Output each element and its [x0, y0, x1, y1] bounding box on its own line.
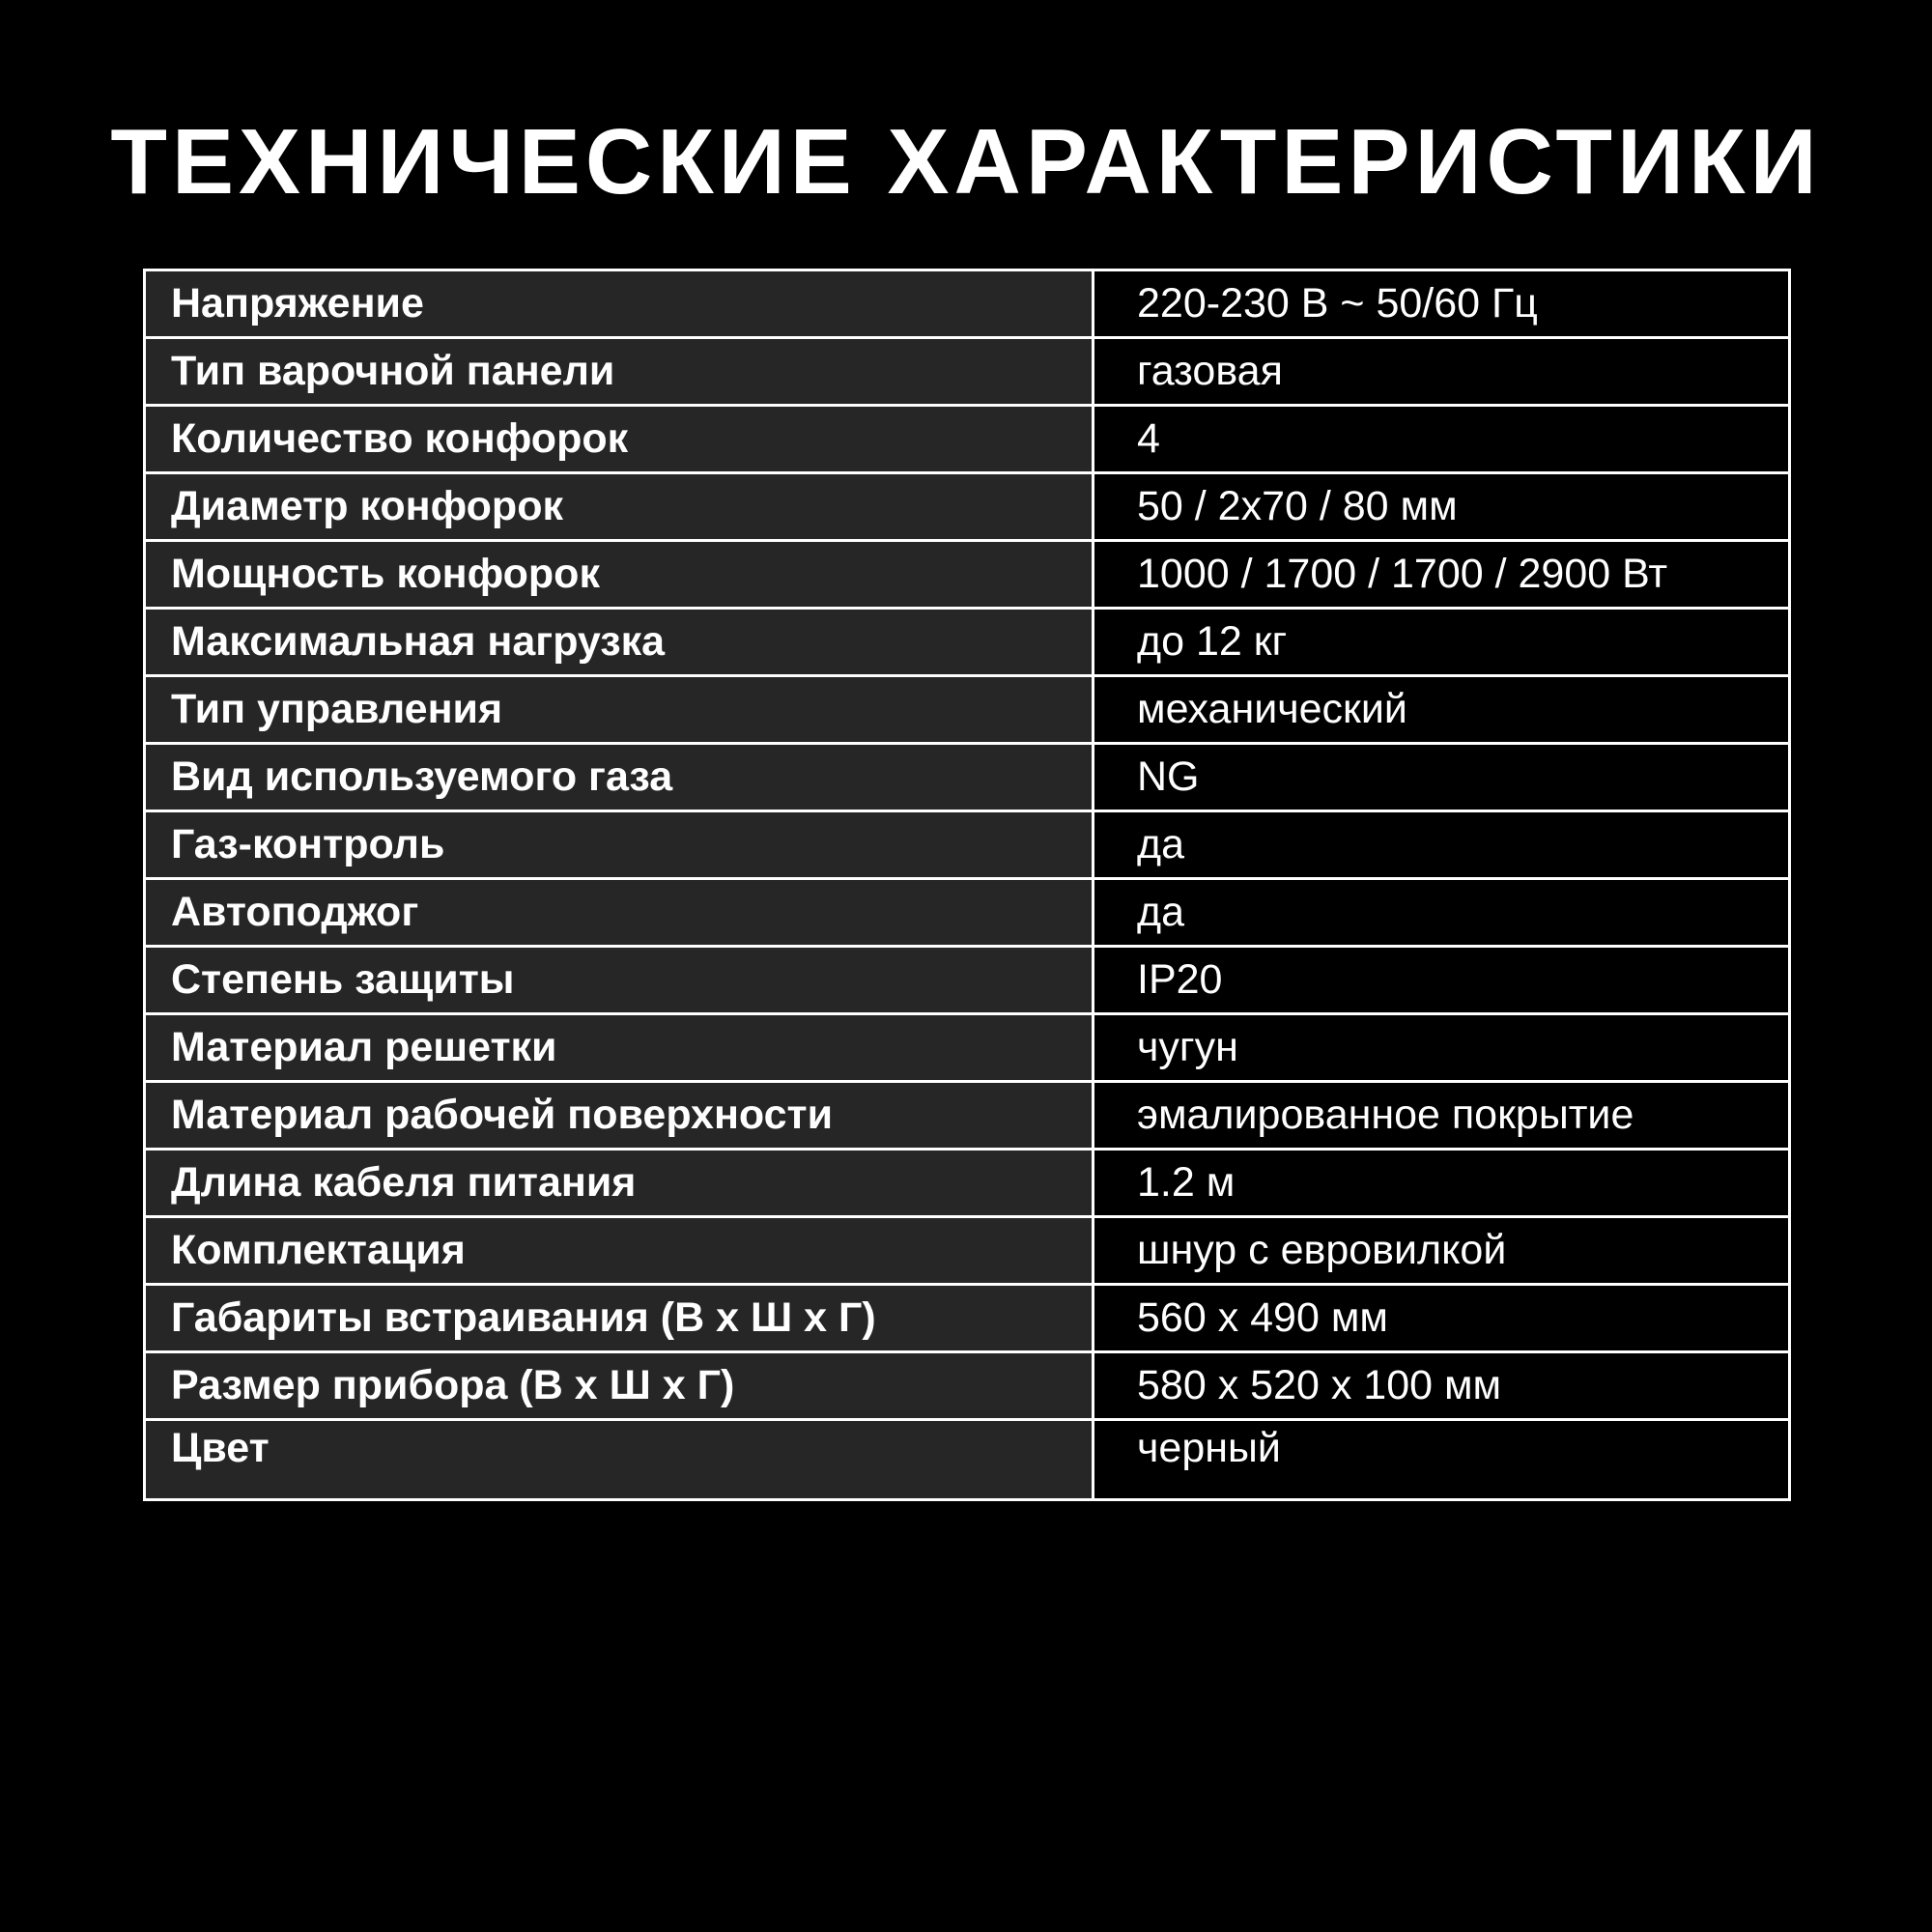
spec-param-cell: Автоподжог [145, 879, 1094, 947]
spec-param-cell: Диаметр конфорок [145, 473, 1094, 541]
spec-value-cell: до 12 кг [1094, 609, 1790, 676]
spec-row [145, 1285, 1790, 1352]
spec-value-cell: 220-230 В ~ 50/60 Гц [1094, 270, 1790, 338]
spec-param-cell: Мощность конфорок [145, 541, 1094, 609]
spec-param-cell: Напряжение [145, 270, 1094, 338]
spec-value-cell: механический [1094, 676, 1790, 744]
spec-row [145, 1352, 1790, 1420]
spec-row [145, 406, 1790, 473]
spec-table-body [145, 270, 1790, 1500]
spec-value-cell: да [1094, 811, 1790, 879]
spec-param-cell: Цвет [145, 1420, 1094, 1500]
spec-value-cell: 50 / 2x70 / 80 мм [1094, 473, 1790, 541]
spec-value-cell: 1000 / 1700 / 1700 / 2900 Вт [1094, 541, 1790, 609]
spec-value-cell: NG [1094, 744, 1790, 811]
spec-row [145, 1217, 1790, 1285]
spec-row [145, 744, 1790, 811]
spec-value-cell: чугун [1094, 1014, 1790, 1082]
spec-row [145, 879, 1790, 947]
spec-param-cell: Материал рабочей поверхности [145, 1082, 1094, 1150]
spec-row [145, 338, 1790, 406]
spec-row [145, 270, 1790, 338]
spec-param-cell: Габариты встраивания (В х Ш х Г) [145, 1285, 1094, 1352]
spec-param-cell: Газ-контроль [145, 811, 1094, 879]
spec-value-cell: 1.2 м [1094, 1150, 1790, 1217]
spec-param-cell: Максимальная нагрузка [145, 609, 1094, 676]
spec-param-cell: Комплектация [145, 1217, 1094, 1285]
spec-row [145, 609, 1790, 676]
spec-param-cell: Тип управления [145, 676, 1094, 744]
spec-param-cell: Вид используемого газа [145, 744, 1094, 811]
spec-row [145, 473, 1790, 541]
spec-value-cell: да [1094, 879, 1790, 947]
spec-param-cell: Материал решетки [145, 1014, 1094, 1082]
spec-param-cell: Размер прибора (В х Ш х Г) [145, 1352, 1094, 1420]
spec-value-cell: шнур с евровилкой [1094, 1217, 1790, 1285]
spec-row [145, 1014, 1790, 1082]
spec-row [145, 541, 1790, 609]
spec-table [143, 269, 1791, 1501]
page-title: ТЕХНИЧЕСКИЕ ХАРАКТЕРИСТИКИ [110, 110, 1822, 213]
spec-value-cell: газовая [1094, 338, 1790, 406]
spec-param-cell: Степень защиты [145, 947, 1094, 1014]
spec-value-cell: 580 х 520 х 100 мм [1094, 1352, 1790, 1420]
spec-param-cell: Тип варочной панели [145, 338, 1094, 406]
spec-row [145, 947, 1790, 1014]
spec-value-cell: черный [1094, 1420, 1790, 1500]
spec-value-cell: эмалированное покрытие [1094, 1082, 1790, 1150]
spec-param-cell: Длина кабеля питания [145, 1150, 1094, 1217]
spec-row [145, 1420, 1790, 1500]
spec-value-cell: IP20 [1094, 947, 1790, 1014]
spec-param-cell: Количество конфорок [145, 406, 1094, 473]
spec-row [145, 811, 1790, 879]
spec-row [145, 1150, 1790, 1217]
spec-value-cell: 560 х 490 мм [1094, 1285, 1790, 1352]
spec-value-cell: 4 [1094, 406, 1790, 473]
spec-row [145, 676, 1790, 744]
spec-row [145, 1082, 1790, 1150]
